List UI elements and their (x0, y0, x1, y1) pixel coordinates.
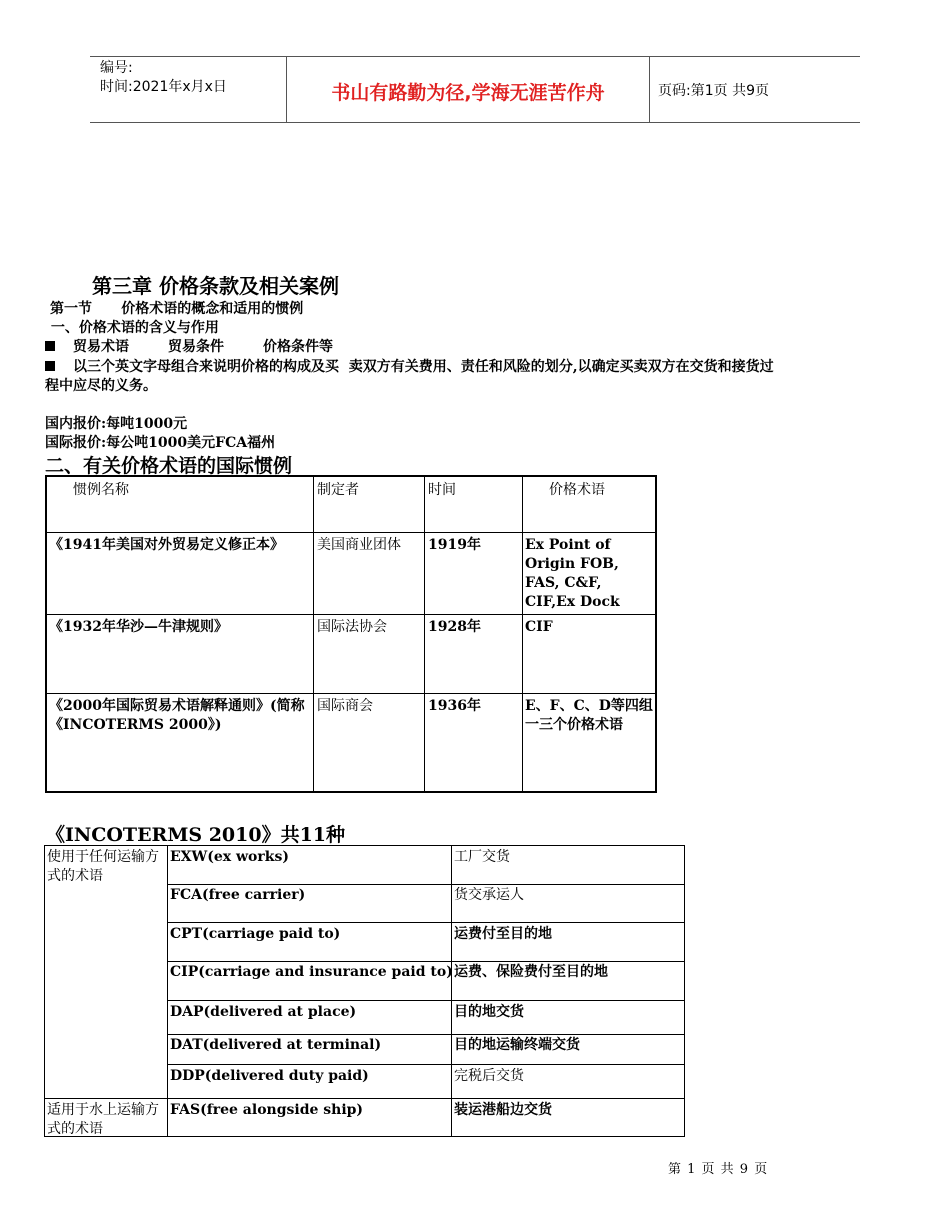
table-cell: 1928年 (428, 619, 481, 635)
bullet-item (45, 356, 774, 376)
table-grid-line (167, 1064, 684, 1065)
meaning-cell: 目的地交货 (454, 1004, 524, 1020)
table-cell: 1919年 (428, 537, 481, 553)
meaning-cell: 装运港船边交货 (454, 1102, 552, 1118)
table-cell: 《2000年国际贸易术语解释通则》(简称《INCOTERMS 2000》) (49, 698, 305, 733)
square-bullet-icon (45, 341, 55, 351)
table-cell: 《1932年华沙—牛津规则》 (49, 619, 228, 635)
table-cell: Ex Point of Origin FOB, FAS, C&F, CIF,Ex Dock (525, 537, 620, 610)
meaning-cell: 运费、保险费付至目的地 (454, 964, 608, 980)
bullet-continuation: 程中应尽的义务。 (45, 378, 157, 394)
incoterms-title: 《INCOTERMS 2010》共11种 (46, 824, 346, 846)
table-header-cell: 时间 (428, 482, 456, 498)
subsection-title: 一、价格术语的含义与作用 (46, 320, 219, 336)
term-group-label: 适用于水上运输方式的术语 (47, 1102, 159, 1137)
table-cell: 国际商会 (317, 698, 373, 714)
table-cell: 美国商业团体 (317, 537, 401, 553)
term-cell: FAS(free alongside ship) (170, 1102, 364, 1118)
incoterms-table (44, 845, 685, 1137)
header-page-info: 页码:第1页 共9页 (658, 83, 769, 99)
table-grid-line (167, 922, 684, 923)
page-footer: 第 1 页 共 9 页 (668, 1162, 769, 1177)
table-grid-line (313, 477, 314, 791)
term-cell: EXW(ex works) (170, 849, 289, 865)
meaning-cell: 目的地运输终端交货 (454, 1037, 580, 1053)
section-title: 第一节 价格术语的概念和适用的惯例 (50, 301, 304, 317)
term-cell: DAT(delivered at terminal) (170, 1037, 382, 1053)
table-grid-line (47, 693, 655, 694)
term-cell: FCA(free carrier) (170, 887, 306, 903)
header-divider (649, 56, 650, 122)
meaning-cell: 货交承运人 (454, 887, 524, 903)
document-number-label: 编号: (100, 60, 133, 76)
table-cell: 1936年 (428, 698, 481, 714)
table-cell: E、F、C、D等四组一三个价格术语 (525, 698, 653, 733)
conventions-table (45, 475, 657, 793)
meaning-cell: 运费付至目的地 (454, 926, 552, 942)
table-header-cell: 惯例名称 (73, 482, 129, 498)
square-bullet-icon (45, 361, 55, 371)
header-left (100, 59, 227, 97)
table-header-cell: 制定者 (317, 482, 359, 498)
subsection-title: 二、有关价格术语的国际惯例 (45, 455, 293, 477)
table-grid-line (424, 477, 425, 791)
header-bottom-rule (90, 122, 860, 123)
meaning-cell: 完税后交货 (454, 1068, 524, 1084)
term-cell: DAP(delivered at place) (170, 1004, 357, 1020)
term-group-label: 使用于任何运输方式的术语 (47, 849, 159, 884)
header-top-rule (90, 56, 860, 57)
bullet-text: 贸易术语 贸易条件 价格条件等 (73, 339, 333, 355)
table-header-cell: 价格术语 (549, 482, 605, 498)
header-motto: 书山有路勤为径,学海无涯苦作舟 (331, 82, 605, 104)
bullet-item (45, 336, 333, 356)
chapter-title: 第三章 价格条款及相关案例 (92, 274, 339, 298)
table-cell: 《1941年美国对外贸易定义修正本》 (49, 537, 284, 553)
bullet-text: 以三个英文字母组合来说明价格的构成及买 卖双方有关费用、责任和风险的划分,以确定买卖双方在交货和接货过 (73, 359, 774, 375)
table-grid-line (47, 614, 655, 615)
table-cell: 国际法协会 (317, 619, 387, 635)
table-grid-line (167, 1000, 684, 1001)
table-grid-line (45, 1098, 684, 1099)
international-price: 国际报价:每公吨1000美元FCA福州 (45, 435, 276, 451)
term-cell: DDP(delivered duty paid) (170, 1068, 369, 1084)
term-cell: CIP(carriage and insurance paid to) (170, 964, 453, 980)
document-time-label: 时间:2021年x月x日 (100, 79, 227, 95)
domestic-price: 国内报价:每吨1000元 (45, 416, 188, 432)
table-grid-line (47, 532, 655, 533)
term-cell: CPT(carriage paid to) (170, 926, 341, 942)
table-cell: CIF (525, 619, 553, 635)
meaning-cell: 工厂交货 (454, 849, 510, 865)
